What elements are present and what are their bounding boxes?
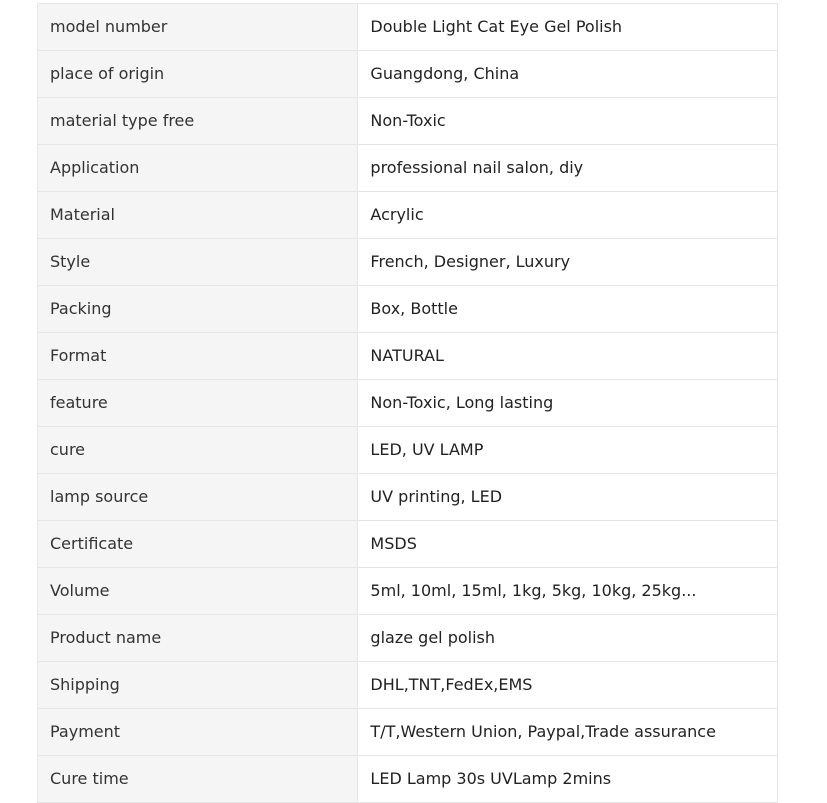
spec-value-material-type-free: Non-Toxic bbox=[358, 98, 778, 145]
table-row bbox=[38, 145, 778, 192]
spec-value-cure-time: LED Lamp 30s UVLamp 2mins bbox=[358, 756, 778, 803]
table-row bbox=[38, 333, 778, 380]
spec-label-model-number: model number bbox=[38, 4, 358, 51]
product-spec-table bbox=[37, 3, 778, 803]
spec-value-lamp-source: UV printing, LED bbox=[358, 474, 778, 521]
spec-label-volume: Volume bbox=[38, 568, 358, 615]
spec-value-application: professional nail salon, diy bbox=[358, 145, 778, 192]
spec-value-payment: T/T,Western Union, Paypal,Trade assurance bbox=[358, 709, 778, 756]
spec-label-lamp-source: lamp source bbox=[38, 474, 358, 521]
spec-label-payment: Payment bbox=[38, 709, 358, 756]
table-row bbox=[38, 239, 778, 286]
spec-label-format: Format bbox=[38, 333, 358, 380]
spec-label-place-of-origin: place of origin bbox=[38, 51, 358, 98]
spec-table-body bbox=[38, 4, 778, 803]
spec-value-product-name: glaze gel polish bbox=[358, 615, 778, 662]
spec-label-cure-time: Cure time bbox=[38, 756, 358, 803]
spec-label-shipping: Shipping bbox=[38, 662, 358, 709]
table-row bbox=[38, 709, 778, 756]
spec-label-material-type-free: material type free bbox=[38, 98, 358, 145]
table-row bbox=[38, 615, 778, 662]
spec-value-material: Acrylic bbox=[358, 192, 778, 239]
spec-value-cure: LED, UV LAMP bbox=[358, 427, 778, 474]
spec-label-product-name: Product name bbox=[38, 615, 358, 662]
spec-label-certificate: Certificate bbox=[38, 521, 358, 568]
table-row bbox=[38, 98, 778, 145]
spec-label-application: Application bbox=[38, 145, 358, 192]
spec-label-feature: feature bbox=[38, 380, 358, 427]
table-row bbox=[38, 662, 778, 709]
table-row bbox=[38, 286, 778, 333]
table-row bbox=[38, 380, 778, 427]
table-row bbox=[38, 521, 778, 568]
table-row bbox=[38, 756, 778, 803]
spec-label-material: Material bbox=[38, 192, 358, 239]
table-row bbox=[38, 51, 778, 98]
spec-label-packing: Packing bbox=[38, 286, 358, 333]
table-row bbox=[38, 192, 778, 239]
table-row bbox=[38, 427, 778, 474]
spec-value-shipping: DHL,TNT,FedEx,EMS bbox=[358, 662, 778, 709]
spec-value-feature: Non-Toxic, Long lasting bbox=[358, 380, 778, 427]
spec-value-style: French, Designer, Luxury bbox=[358, 239, 778, 286]
spec-value-volume: 5ml, 10ml, 15ml, 1kg, 5kg, 10kg, 25kg... bbox=[358, 568, 778, 615]
spec-value-packing: Box, Bottle bbox=[358, 286, 778, 333]
spec-value-place-of-origin: Guangdong, China bbox=[358, 51, 778, 98]
spec-label-style: Style bbox=[38, 239, 358, 286]
table-row bbox=[38, 568, 778, 615]
spec-label-cure: cure bbox=[38, 427, 358, 474]
spec-value-certificate: MSDS bbox=[358, 521, 778, 568]
spec-value-model-number: Double Light Cat Eye Gel Polish bbox=[358, 4, 778, 51]
table-row bbox=[38, 474, 778, 521]
spec-value-format: NATURAL bbox=[358, 333, 778, 380]
table-row bbox=[38, 4, 778, 51]
